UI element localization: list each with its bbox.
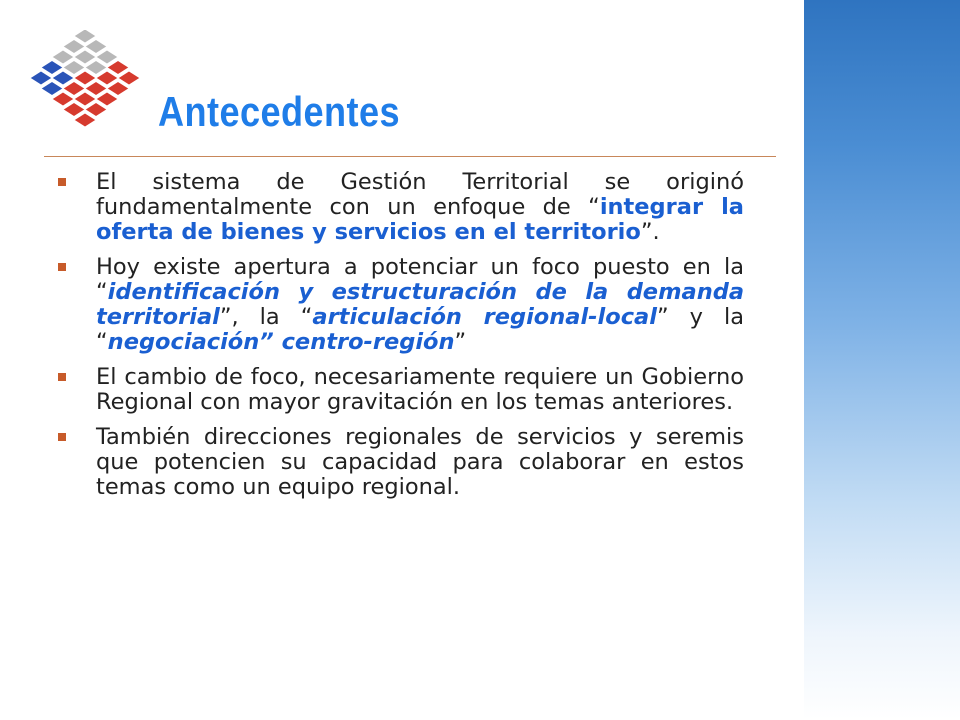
- bullet-item: [58, 255, 744, 355]
- logo-diamond-tile: [74, 113, 96, 127]
- logo-diamond-tile: [85, 82, 107, 96]
- logo-diamond-tile: [74, 30, 96, 43]
- title-divider: [44, 156, 776, 157]
- bullet-item: [58, 170, 744, 245]
- side-gradient-panel: [804, 0, 960, 720]
- logo-diamond-tile: [107, 61, 129, 75]
- bullet-text: Hoy existe apertura a potenciar un foco puesto en la “: [96, 254, 744, 305]
- bullet-list: [58, 170, 744, 510]
- logo-diamond-tile: [52, 92, 74, 106]
- bullet-text: El sistema de Gestión Territorial se originó fundamentalmente con un enfoque de “: [96, 169, 744, 220]
- logo-diamond-tile: [52, 71, 74, 85]
- logo-diamond-tile: [85, 40, 107, 54]
- logo-diamond-tile: [30, 71, 52, 85]
- logo-diamond-tile: [96, 50, 118, 64]
- logo-diamond-tile: [85, 103, 107, 117]
- square-bullet-icon: [58, 263, 66, 271]
- bullet-highlight: negociación” centro-región: [107, 329, 455, 355]
- logo-diamond-tile: [74, 50, 96, 64]
- square-bullet-icon: [58, 373, 66, 381]
- bullet-text: El cambio de foco, necesariamente requiere un Gobierno Regional con mayor gravitación en los temas anteriores.: [96, 364, 744, 415]
- bullet-highlight: articulación regional-local: [312, 304, 657, 330]
- logo-diamond-tile: [74, 71, 96, 85]
- logo-diamond-tile: [63, 103, 85, 117]
- bullet-item: [58, 425, 744, 500]
- logo-diamond-tile: [74, 92, 96, 106]
- logo-diamond-tile: [96, 92, 118, 106]
- bullet-text: ” y la “: [96, 304, 744, 355]
- logo-diamond-tile: [96, 71, 118, 85]
- bullet-text: ”, la “: [219, 304, 313, 330]
- slide-title: Antecedentes: [158, 88, 401, 135]
- chile-government-diamond-logo-icon: [22, 30, 140, 130]
- square-bullet-icon: [58, 178, 66, 186]
- bullet-text: También direcciones regionales de servicios y seremis que potencien su capacidad para colaborar en estos temas como un equipo regional.: [96, 424, 744, 500]
- bullet-text: ”.: [640, 219, 660, 245]
- logo-diamond-tile: [41, 61, 63, 75]
- logo-diamond-tile: [107, 82, 129, 96]
- logo-diamond-tile: [63, 40, 85, 54]
- logo-diamond-tile: [63, 82, 85, 96]
- logo-diamond-tile: [52, 50, 74, 64]
- bullet-highlight: identificación y estructuración de la demanda territorial: [96, 279, 744, 330]
- square-bullet-icon: [58, 433, 66, 441]
- bullet-highlight: integrar la oferta de bienes y servicios en el territorio: [96, 194, 744, 245]
- bullet-text: ”: [454, 329, 467, 355]
- logo-diamond-tile: [118, 71, 140, 85]
- logo-diamond-tile: [85, 61, 107, 75]
- logo-diamond-tile: [41, 82, 63, 96]
- bullet-item: [58, 365, 744, 415]
- logo-diamond-tile: [63, 61, 85, 75]
